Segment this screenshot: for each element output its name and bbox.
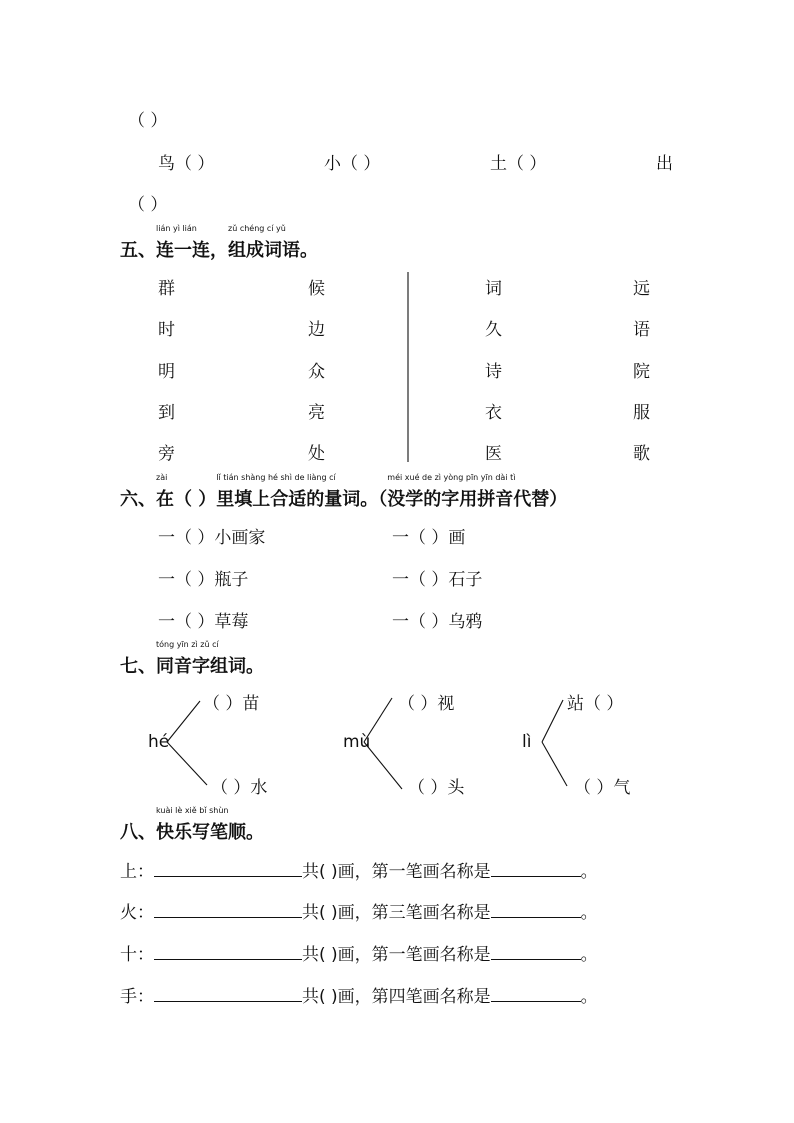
match-word[interactable]: 语	[633, 320, 650, 340]
answer-blank[interactable]: （ ）	[341, 154, 381, 174]
stroke-name-line[interactable]	[491, 901, 581, 918]
word-with-pinyin: méi xué de zì yòng pīn yīn dài tì 没学的字用拼音代替	[387, 473, 550, 510]
match-word[interactable]: 边	[308, 320, 325, 340]
word-with-pinyin: lián yì lián 连一连	[156, 224, 210, 261]
pinyin: zǔ chéng cí yǔ	[228, 224, 286, 233]
char: 鸟	[158, 154, 175, 174]
match-word[interactable]: 群	[158, 279, 175, 299]
char: 土	[490, 154, 507, 174]
stroke-order-row: 十： 共( )画，第一笔画名称是 。	[120, 945, 598, 965]
homophone-blank[interactable]: （ ）头	[408, 778, 465, 798]
stroke-order-row: 上： 共( )画，第一笔画名称是 。	[120, 862, 598, 882]
stroke-order-row: 火： 共( )画，第三笔画名称是 。	[120, 903, 598, 923]
pinyin: lián yì lián	[156, 224, 197, 233]
homophone-blank[interactable]: （ ）苗	[203, 694, 260, 714]
match-word[interactable]: 歌	[633, 444, 650, 464]
match-word[interactable]: 远	[633, 279, 650, 299]
measure-word-item[interactable]: 一（ ）草莓	[158, 612, 249, 632]
word-with-pinyin: tóng yīn zì zǔ cí 同音字组词	[156, 640, 246, 677]
stroke-name-line[interactable]	[491, 943, 581, 960]
answer-blank[interactable]: （ ）	[507, 154, 547, 174]
stroke-order-row: 手： 共( )画，第四笔画名称是 。	[120, 987, 598, 1007]
homophone-pinyin: mù	[343, 732, 371, 752]
homophone-blank[interactable]: （ ）视	[398, 694, 455, 714]
section-number: 七、	[120, 656, 156, 677]
match-word[interactable]: 服	[633, 403, 650, 423]
target-char: 手：	[120, 987, 154, 1007]
target-char: 火：	[120, 903, 154, 923]
section-5-heading: 五、 lián yì lián 连一连， zǔ chéng cí yǔ 组成词语。	[120, 224, 318, 261]
section-number: 六、	[120, 489, 156, 510]
match-word[interactable]: 亮	[308, 403, 325, 423]
section-number: 五、	[120, 240, 156, 261]
homophone-pinyin: hé	[148, 732, 170, 752]
stroke-name-line[interactable]	[491, 985, 581, 1002]
match-word[interactable]: 诗	[485, 362, 502, 382]
stroke-order-line[interactable]	[154, 985, 302, 1002]
match-word[interactable]: 处	[308, 444, 325, 464]
answer-blank[interactable]: （ ）	[175, 154, 215, 174]
pinyin: tóng yīn zì zǔ cí	[156, 640, 219, 649]
measure-word-item[interactable]: 一（ ）石子	[392, 570, 483, 590]
char: 出	[656, 154, 673, 174]
section-8-heading: 八、 kuài lè xiě bǐ shùn 快乐写笔顺。	[120, 806, 264, 843]
match-word[interactable]: 明	[158, 362, 175, 382]
pinyin: méi xué de zì yòng pīn yīn dài tì	[387, 473, 516, 482]
pinyin: kuài lè xiě bǐ shùn	[156, 806, 229, 815]
homophone-blank[interactable]: （ ）气	[574, 778, 631, 798]
measure-word-item[interactable]: 一（ ）画	[392, 528, 466, 548]
branch-line	[542, 742, 567, 786]
branch-line	[167, 742, 207, 785]
pinyin: lǐ tián shàng hé shì de liàng cí	[216, 473, 336, 482]
pinyin: zài	[156, 473, 168, 482]
match-word[interactable]: 医	[485, 444, 502, 464]
section-7-heading: 七、 tóng yīn zì zǔ cí 同音字组词。	[120, 640, 264, 677]
branch-line	[167, 701, 200, 742]
match-word[interactable]: 候	[308, 279, 325, 299]
stroke-question: 共( )画，第三笔画名称是	[302, 903, 491, 923]
target-char: 十：	[120, 945, 154, 965]
homophone-blank[interactable]: 站（ ）	[567, 694, 624, 714]
stroke-order-line[interactable]	[154, 901, 302, 918]
match-word[interactable]: 到	[158, 403, 175, 423]
target-char: 上：	[120, 862, 154, 882]
match-word[interactable]: 衣	[485, 403, 502, 423]
blank-parens: （ ）	[128, 195, 168, 215]
blank-parens: （ ）	[128, 111, 168, 131]
match-word[interactable]: 词	[485, 279, 502, 299]
section-6-heading: 六、 zài 在（ ） lǐ tián shàng hé shì de liàng cí 里填上合适的量词。（ méi xué de zì yòng pīn yīn dài tì 没学的字用拼音代替）	[120, 473, 568, 510]
stroke-question: 共( )画，第一笔画名称是	[302, 945, 491, 965]
word-with-pinyin: lǐ tián shàng hé shì de liàng cí 里填上合适的量词	[216, 473, 361, 510]
stroke-question: 共( )画，第一笔画名称是	[302, 862, 491, 882]
branch-line	[542, 700, 563, 742]
measure-word-item[interactable]: 一（ ）乌鸦	[392, 612, 483, 632]
char: 小	[324, 154, 341, 174]
stroke-question: 共( )画，第四笔画名称是	[302, 987, 491, 1007]
word-with-pinyin: kuài lè xiě bǐ shùn 快乐写笔顺	[156, 806, 246, 843]
measure-word-item[interactable]: 一（ ）小画家	[158, 528, 266, 548]
measure-word-item[interactable]: 一（ ）瓶子	[158, 570, 249, 590]
stroke-order-line[interactable]	[154, 943, 302, 960]
homophone-pinyin: lì	[522, 732, 532, 752]
match-word[interactable]: 时	[158, 320, 175, 340]
homophone-blank[interactable]: （ ）水	[211, 778, 268, 798]
section-number: 八、	[120, 822, 156, 843]
match-word[interactable]: 众	[308, 362, 325, 382]
word-with-pinyin: zài 在	[156, 473, 174, 510]
match-word[interactable]: 旁	[158, 444, 175, 464]
word-with-pinyin: zǔ chéng cí yǔ 组成词语	[228, 224, 300, 261]
match-word[interactable]: 久	[485, 320, 502, 340]
match-word[interactable]: 院	[633, 362, 650, 382]
stroke-order-line[interactable]	[154, 860, 302, 877]
stroke-name-line[interactable]	[491, 860, 581, 877]
